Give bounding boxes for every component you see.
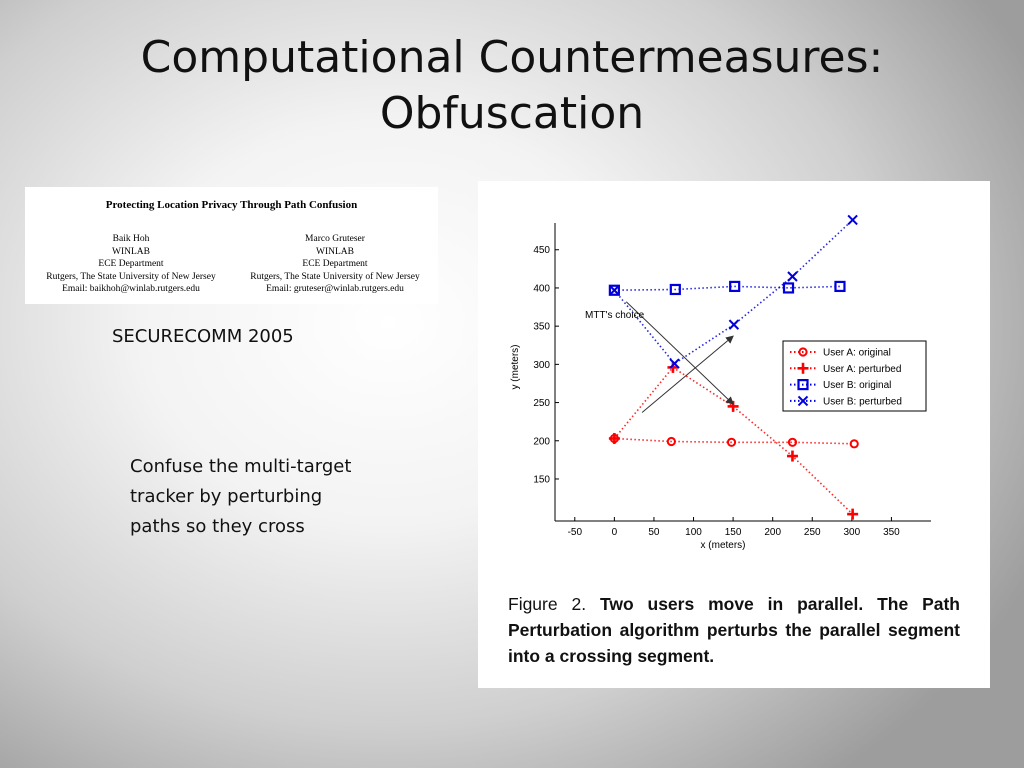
description-line: paths so they cross [130,516,305,537]
author-lab: WINLAB [316,246,354,257]
author-block-1 [31,233,231,296]
y-tick-label: 200 [533,436,550,448]
y-tick-label: 300 [533,359,550,371]
y-tick-label: 450 [533,245,550,257]
venue-label: SECURECOMM 2005 [112,326,294,347]
slide-title-line-1: Computational Countermeasures: [140,32,884,83]
legend-label-3: User B: perturbed [823,396,902,408]
y-tick-label: 400 [533,283,550,295]
author-email: Email: gruteser@winlab.rutgers.edu [266,284,404,294]
y-tick-label: 150 [533,474,550,486]
figure-panel [478,181,990,688]
x-tick-label: 100 [685,527,702,538]
figure-caption [508,591,960,669]
figure-caption-label: Figure 2. [508,594,587,614]
author-university: Rutgers, The State University of New Jersey [46,271,216,282]
description-line: Confuse the multi-target [130,456,352,477]
description-text [130,452,351,542]
figure-caption-text: Two users move in parallel. The Path Perturbation algorithm perturbs the parallel segment into a crossing segment. [508,594,960,666]
x-tick-label: 300 [843,527,861,538]
x-tick-label: 0 [611,527,618,538]
annotation-arrow-2 [642,336,733,412]
x-tick-label: -50 [567,527,583,538]
data-point-1-4 [847,509,858,520]
path-perturbation-chart [478,181,990,581]
author-department: ECE Department [302,259,368,269]
x-axis-label: x (meters) [700,540,746,551]
author-university: Rutgers, The State University of New Jersey [250,271,420,282]
author-block-2 [235,233,435,296]
y-axis-label: y (meters) [510,344,521,390]
author-name: Baik Hoh [112,234,150,244]
slide-title-line-2: Obfuscation [379,88,645,139]
legend-label-2: User B: original [823,380,892,392]
data-point-3-2 [729,320,738,329]
x-tick-label: 200 [764,527,782,538]
slide-title [0,30,1024,142]
author-name: Marco Gruteser [305,234,365,244]
author-lab: WINLAB [112,246,150,257]
x-tick-label: 50 [648,527,660,538]
y-tick-label: 350 [533,321,550,333]
y-tick-label: 250 [533,398,550,410]
x-tick-label: 150 [724,527,742,538]
annotation-label: MTT's choice [585,310,645,321]
description-line: tracker by perturbing [130,486,323,507]
data-point-3-0 [610,286,619,295]
data-point-1-3 [787,451,798,462]
paper-header-image [25,187,438,304]
series-line-2 [614,286,840,290]
x-tick-label: 250 [803,527,821,538]
author-email: Email: baikhoh@winlab.rutgers.edu [62,284,200,294]
square-marker [835,282,844,291]
data-point-3-4 [848,215,857,224]
author-department: ECE Department [98,259,164,269]
data-point-1-1 [667,362,678,373]
data-point-3-3 [788,272,797,281]
paper-title: Protecting Location Privacy Through Path Confusion [105,199,358,211]
data-point-2-4 [835,282,844,291]
x-tick-label: 350 [883,527,900,538]
legend-label-1: User A: perturbed [823,363,902,375]
legend-label-0: User A: original [823,347,891,359]
